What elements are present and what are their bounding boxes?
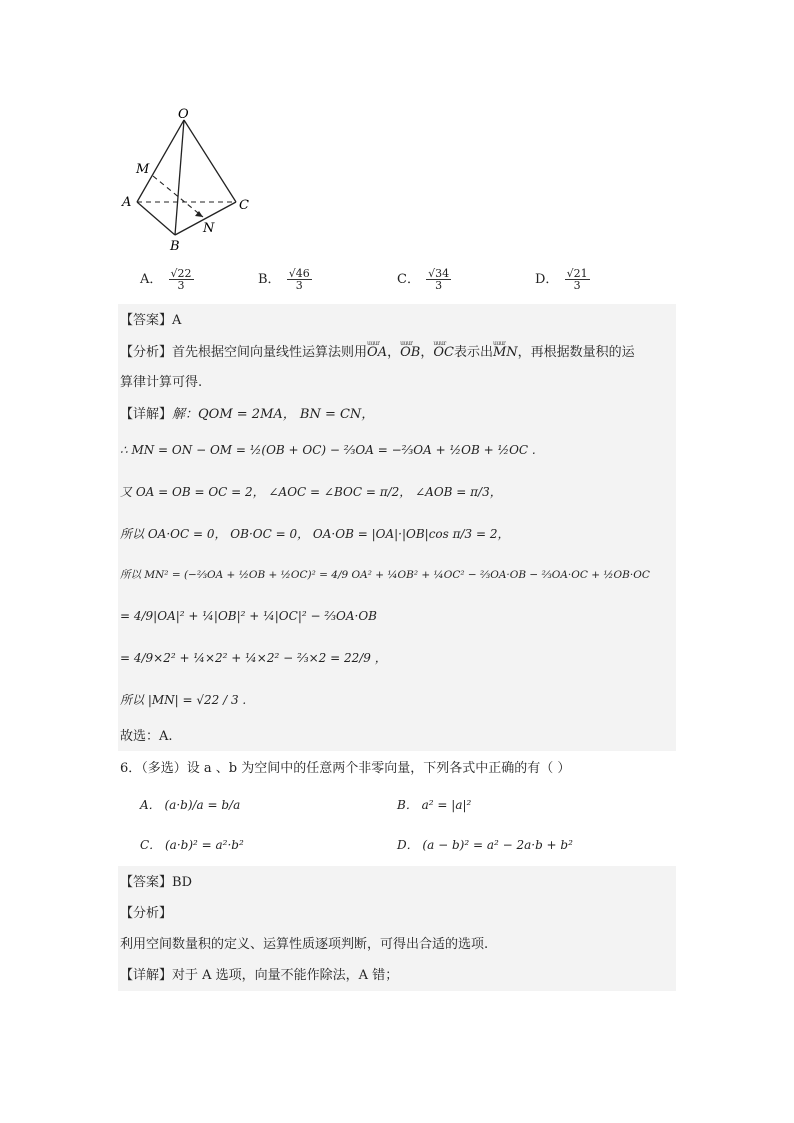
q5-detail-line-4: 所以 OA·OC = 0， OB·OC = 0， OA·OB = |OA|·|OB|cos π/3 = 2， <box>120 527 510 541</box>
numerator: √46 <box>288 267 310 280</box>
q5-detail-line-1 <box>120 405 374 425</box>
q6-detail-line <box>120 966 398 986</box>
label-b: B <box>170 239 180 254</box>
label-n: N <box>203 221 215 236</box>
q5-analysis-line-2: 算律计算可得. <box>120 375 203 390</box>
detail-text: 解：QOM = 2MA， BN = CN， <box>172 407 375 422</box>
q6-option-c: C． (a·b)² = a²·b² <box>140 838 244 852</box>
fraction <box>565 268 590 291</box>
separator: ， <box>420 345 434 360</box>
numerator: √22 <box>170 267 192 280</box>
q5-detail-line-6: = 4/9|OA|² + ¼|OB|² + ¼|OC|² − ⅔OA·OB <box>120 609 377 623</box>
answer-tag: 【答案】 <box>120 875 173 890</box>
detail-tag: 【详解】 <box>120 407 173 422</box>
q6-analysis-text: 利用空间数量积的定义、运算性质逐项判断，可得出合适的选项. <box>120 937 489 952</box>
option-letter: B． <box>258 272 281 287</box>
analysis-text: 首先根据空间向量线性运算法则用 <box>172 345 368 360</box>
detail-text: 对于 A 选项，向量不能作除法，A 错； <box>172 968 399 983</box>
answer-value: BD <box>172 875 192 890</box>
q5-detail-line-3: 又 OA = OB = OC = 2， ∠AOC = ∠BOC = π/2， ∠AOB = π/3， <box>120 485 502 499</box>
q6-option-b: B． a² = |a|² <box>397 798 472 812</box>
q5-detail-line-2: ∴ MN = ON − OM = ½(OB + OC) − ⅔OA = −⅔OA + ½OB + ½OC . <box>120 443 536 457</box>
numerator: √34 <box>428 267 450 280</box>
denominator: 3 <box>295 279 303 292</box>
edge-ab <box>137 202 175 235</box>
separator: ， <box>387 345 401 360</box>
q5-detail-line-7: = 4/9×2² + ¼×2² + ¼×2² − ⅔×2 = 22/9 ， <box>120 651 387 665</box>
edge-oa <box>137 120 184 202</box>
fraction <box>426 268 451 291</box>
q5-detail-line-5: 所以 MN² = (−⅔OA + ½OB + ½OC)² = 4/9 OA² + ¼OB² + ¼OC² − ⅔OA·OB − ⅔OA·OC + ½OB·OC <box>120 569 650 581</box>
numerator: √21 <box>566 267 588 280</box>
analysis-tag: 【分析】 <box>120 345 173 360</box>
vector-oa: uuur OA <box>367 343 387 363</box>
q6-answer-line <box>120 873 192 893</box>
fraction <box>287 268 312 291</box>
denominator: 3 <box>177 279 185 292</box>
q5-option-a <box>140 268 196 291</box>
vector-oc: uuur OC <box>433 343 454 363</box>
label-m: M <box>136 162 150 177</box>
label-a: A <box>122 195 132 210</box>
denominator: 3 <box>435 279 443 292</box>
vector-mn: uuur MN <box>493 343 518 363</box>
q5-answer-line <box>120 311 181 331</box>
label-c: C <box>239 198 249 213</box>
analysis-text: 表示出 <box>453 345 493 360</box>
analysis-text: ，再根据数量积的运 <box>517 345 635 360</box>
q6-stem: 6．（多选）设 a 、b 为空间中的任意两个非零向量，下列各式中正确的有（ ） <box>120 761 571 776</box>
answer-tag: 【答案】 <box>120 313 173 328</box>
tetrahedron-figure <box>115 100 275 260</box>
q5-option-c <box>397 268 453 291</box>
q5-analysis-line <box>120 343 635 363</box>
q5-detail-line-8: 所以 |MN| = √22 / 3 . <box>120 693 247 707</box>
q5-option-d <box>535 268 592 291</box>
vector-ob: uuur OB <box>400 343 420 363</box>
label-o: O <box>178 107 189 122</box>
option-letter: A． <box>140 272 163 287</box>
q5-choice-line: 故选：A. <box>120 729 173 744</box>
answer-value: A <box>172 313 182 328</box>
q5-option-b <box>258 268 314 291</box>
edge-ob <box>175 120 184 235</box>
detail-tag: 【详解】 <box>120 968 173 983</box>
option-letter: C． <box>397 272 420 287</box>
denominator: 3 <box>573 279 581 292</box>
q6-analysis-tag: 【分析】 <box>120 906 173 921</box>
edge-oc <box>184 120 236 202</box>
q6-option-d: D． (a − b)² = a² − 2a·b + b² <box>397 838 573 852</box>
option-letter: D． <box>535 272 559 287</box>
q6-option-a: A． (a·b)/a = b/a <box>140 798 241 812</box>
fraction <box>169 268 194 291</box>
